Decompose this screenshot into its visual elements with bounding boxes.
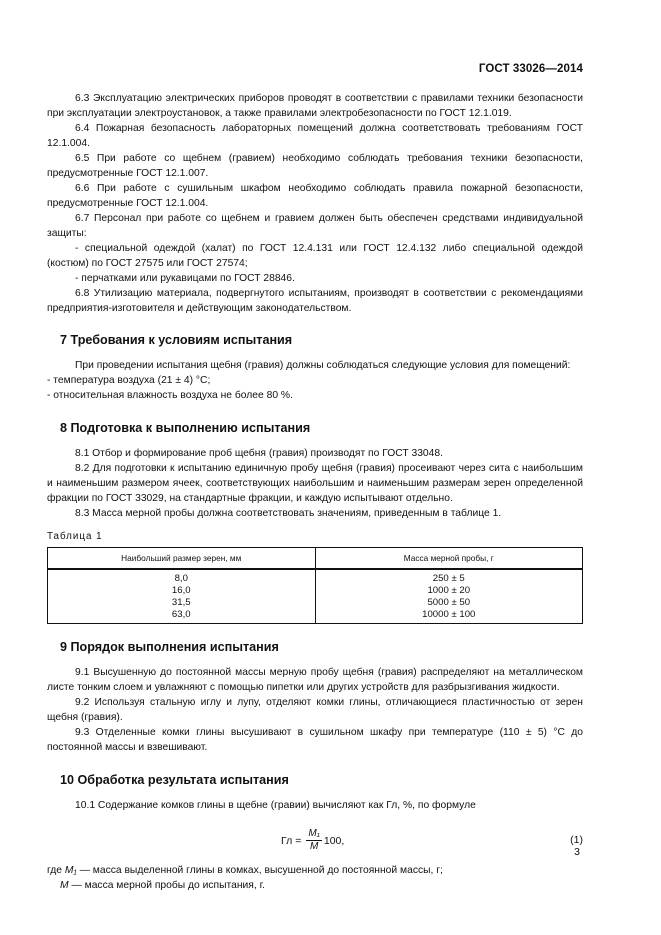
page-number: 3 xyxy=(574,846,580,858)
formula-legend-m xyxy=(47,878,583,893)
formula-number: (1) xyxy=(570,834,583,846)
table-1-header-grain-size: Наибольший размер зерен, мм xyxy=(48,548,316,570)
clause-6-7: 6.7 Персонал при работе со щебнем и гравием должен быть обеспечен средствами индивидуальной защиты: xyxy=(47,213,583,239)
section-7-temperature: - температура воздуха (21 ± 4) °С; xyxy=(47,375,211,386)
table-1-header-sample-mass: Масса мерной пробы, г xyxy=(315,548,583,570)
table-row xyxy=(48,569,583,585)
clause-6-7-item-clothing: - специальной одеждой (халат) по ГОСТ 12.4.131 или ГОСТ 12.4.132 либо специальной одеждой (костюм) по ГОСТ 27575 или ГОСТ 27574; xyxy=(47,243,583,269)
formula-tail: 100, xyxy=(323,834,345,847)
formula-equals: = xyxy=(295,834,302,847)
legend-text-m: — масса мерной пробы до испытания, г. xyxy=(71,880,265,891)
section-7-intro: При проведении испытания щебня (гравия) должны соблюдаться следующие условия для помещений: xyxy=(75,360,571,371)
section-10-heading: 10 Обработка результата испытания xyxy=(60,773,289,787)
section-7-heading: 7 Требования к условиям испытания xyxy=(60,333,293,347)
clause-6-7-item-gloves: - перчатками или рукавицами по ГОСТ 28846. xyxy=(75,273,295,284)
clause-6-3: 6.3 Эксплуатацию электрических приборов проводят в соответствии с правилами техники безопасности при эксплуатации электроустановок, а также правилами электробезопасности по ГОСТ 12.1.019. xyxy=(47,93,583,119)
clause-8-3: 8.3 Масса мерной пробы должна соответствовать значениям, приведенным в таблице 1. xyxy=(75,508,502,519)
clause-6-4: 6.4 Пожарная безопасность лабораторных помещений должна соответствовать требованиям ГОСТ 12.1.004. xyxy=(47,123,583,149)
document-header-id: ГОСТ 33026—2014 xyxy=(478,63,583,75)
table-cell-grain-size: 31,5 xyxy=(48,597,316,609)
formula-fraction xyxy=(306,828,321,853)
clause-8-2: 8.2 Для подготовки к испытанию единичную пробу щебня (гравия) просеивают через сита с наибольшим и наименьшим размером ячеек, соответствующих наибольшим и наименьшим размерам зерен определенной фракции по ГОСТ 33029, на стандартные фракции, и каждую испытывают отдельно. xyxy=(47,463,583,504)
table-cell-grain-size: 16,0 xyxy=(48,585,316,597)
clause-6-5: 6.5 При работе со щебнем (гравием) необходимо соблюдать требования техники безопасности, предусмотренные ГОСТ 12.1.007. xyxy=(47,153,583,179)
section-9-heading: 9 Порядок выполнения испытания xyxy=(60,640,279,654)
table-cell-sample-mass: 1000 ± 20 xyxy=(315,585,583,597)
table-row xyxy=(48,585,583,597)
section-8-heading: 8 Подготовка к выполнению испытания xyxy=(60,421,311,435)
formula-numerator: M₁ xyxy=(308,828,320,839)
table-cell-sample-mass: 10000 ± 100 xyxy=(315,609,583,624)
section-7-humidity: - относительная влажность воздуха не более 80 %. xyxy=(47,390,293,401)
clause-9-1: 9.1 Высушенную до постоянной массы мерную пробу щебня (гравия) распределяют на металлическом листе тонким слоем и увлажняют с помощью пипетки или других устройств для разбрызгивания жидкости. xyxy=(47,667,583,693)
legend-symbol-m: M xyxy=(60,880,69,891)
formula-expression xyxy=(281,828,344,853)
table-1 xyxy=(47,547,583,624)
formula-1 xyxy=(47,819,583,863)
document-body xyxy=(47,91,583,893)
clause-9-2: 9.2 Используя стальную иглу и лупу, отделяют комки глины, отличающиеся пластичностью от зерен щебня (гравия). xyxy=(47,697,583,723)
table-cell-grain-size: 63,0 xyxy=(48,609,316,624)
table-cell-sample-mass: 5000 ± 50 xyxy=(315,597,583,609)
clause-6-6: 6.6 При работе с сушильным шкафом необходимо соблюдать правила пожарной безопасности, предусмотренные ГОСТ 12.1.004. xyxy=(47,183,583,209)
table-cell-grain-size: 8,0 xyxy=(48,569,316,585)
clause-9-3: 9.3 Отделенные комки глины высушивают в сушильном шкафу при температуре (110 ± 5) °С до постоянной массы и взвешивают. xyxy=(47,727,583,753)
legend-lead-word: где xyxy=(47,865,63,876)
clause-8-1: 8.1 Отбор и формирование проб щебня (гравия) производят по ГОСТ 33048. xyxy=(75,448,443,459)
formula-lhs: Гл xyxy=(281,834,293,847)
formula-legend-m1 xyxy=(47,863,583,878)
clause-10-1: 10.1 Содержание комков глины в щебне (гравии) вычисляют как Гл, %, по формуле xyxy=(75,800,476,811)
table-row xyxy=(48,597,583,609)
table-row xyxy=(48,609,583,624)
legend-text-m1: — масса выделенной глины в комках, высушенной до постоянной массы, г; xyxy=(79,865,443,876)
formula-denominator: M xyxy=(309,841,319,852)
table-1-caption: Таблица 1 xyxy=(47,531,103,542)
clause-6-8: 6.8 Утилизацию материала, подвергнутого испытаниям, производят в соответствии с рекомендациями предприятия-изготовителя и действующим законодательством. xyxy=(47,288,583,314)
table-cell-sample-mass: 250 ± 5 xyxy=(315,569,583,585)
legend-symbol-m1: M₁ xyxy=(64,865,77,876)
